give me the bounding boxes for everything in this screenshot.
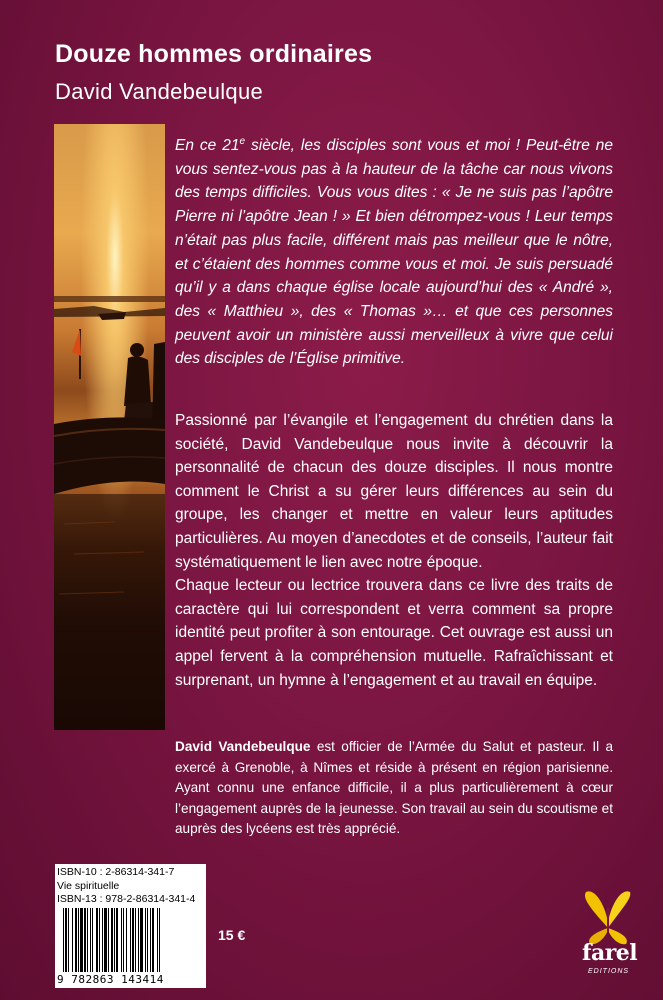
intro-superscript: e xyxy=(239,135,246,147)
intro-part1: En ce 21 xyxy=(175,137,240,154)
isbn13-label: ISBN-13 : 978-2-86314-341-4 xyxy=(57,893,196,905)
publisher-logo xyxy=(580,888,636,983)
author-bio xyxy=(175,737,613,840)
book-author: David Vandebeulque xyxy=(55,79,264,104)
barcode-digits: 9 782863 143414 xyxy=(57,973,164,986)
price: 15 € xyxy=(218,927,246,943)
description-paragraph-2: Chaque lecteur ou lectrice trouvera dans ce livre des traits de caractère qui lui correspondent et verra comment sa propre identité peut profiter à son entourage. Cet ouvrage est aussi un appel fervent à la compréhension mutuelle. Rafraîchissant et surprenant, un hymne à l’engagement et au travail en équipe. xyxy=(175,577,613,689)
isbn10-label: ISBN-10 : 2-86314-341-7 xyxy=(55,864,206,880)
description-paragraph-1: Passionné par l’évangile et l’engagement du chrétien dans la société, David Vandebeulque nous invite à découvrir la personnalité de chacun des douze disciples. Il nous montre comment le Christ a su gérer leurs différences au sein du groupe, les changer et mettre en valeur leurs aptitudes particulières. Au moyen d’anecdotes et de conseils, l’auteur fait systématiquement le lien avec notre époque. xyxy=(175,412,613,571)
bio-author-name: David Vandebeulque xyxy=(175,739,311,754)
book-title: Douze hommes ordinaires xyxy=(55,40,373,68)
description-block xyxy=(175,409,613,692)
barcode-bars xyxy=(63,908,201,974)
intro-quote xyxy=(175,134,613,371)
sunset-boat-photo xyxy=(54,124,165,730)
category-label: Vie spirituelle xyxy=(57,880,120,892)
intro-part2: siècle, les disciples sont vous et moi ! Peut-être ne vous sentez-vous pas à la hauteur de la tâche car nous vivons des temps difficiles. Vous vous dites : « Je ne suis pas l’apôtre Pierre ni l’apôtre Jean ! » Et bien détrompez-vous ! Leur temps n’était pas plus facile, différent mais pas meilleur que le nôtre, et c’étaient des hommes comme vous et moi. Je suis persuadé qu’il y a dans chaque église locale aujourd’hui des « André », des « Matthieu », des « Thomas »… et que ces personnes peuvent avoir un ministère aussi merveilleux à vivre que celui des disciples de l’Église primitive. xyxy=(175,137,614,368)
barcode-box xyxy=(55,880,206,988)
bio-text: est officier de l’Armée du Salut et pasteur. Il a exercé à Grenoble, à Nîmes et réside à présent en région parisienne. Ayant connu une enfance difficile, il a plus particulièrement à cœur l’engagement auprès de la jeunesse. Son travail au sein du scoutisme et auprès des lycéens est très apprécié. xyxy=(175,739,613,837)
publisher-sub: EDITIONS xyxy=(588,968,630,975)
publisher-name: farel xyxy=(582,940,638,966)
